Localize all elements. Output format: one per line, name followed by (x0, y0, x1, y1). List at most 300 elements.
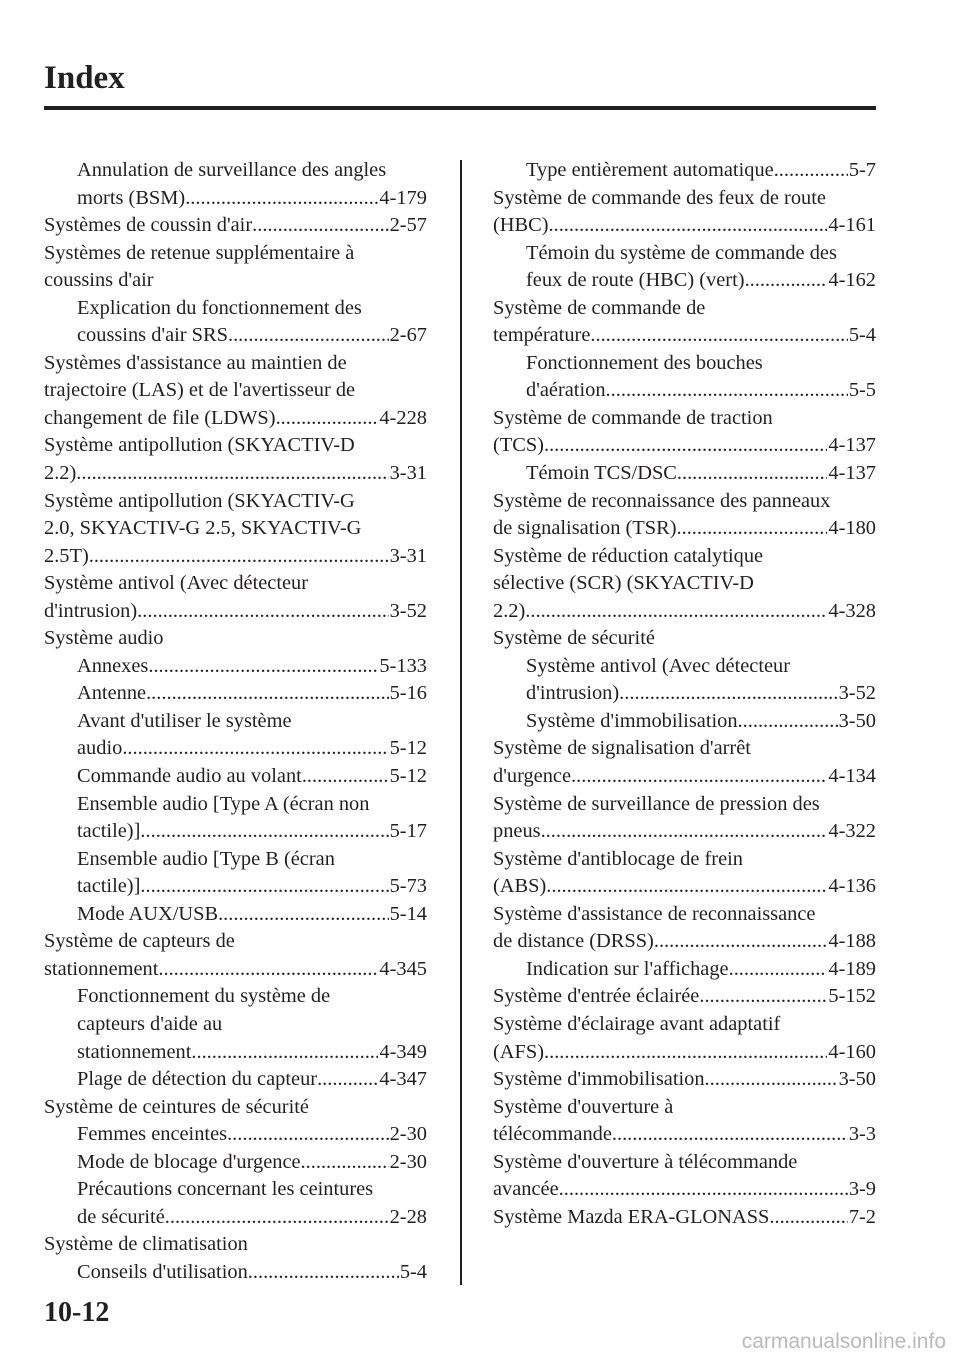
entry-line (526, 680, 876, 708)
entry-text: Système de réduction catalytique (493, 544, 764, 567)
dot-leader (559, 1176, 848, 1204)
entry-line (493, 846, 876, 874)
entry-line (44, 625, 427, 653)
entry-line (493, 1204, 876, 1232)
dot-leader (185, 185, 378, 213)
entry-text: Commande audio au volant (77, 765, 302, 788)
page-number: 10-12 (44, 1297, 110, 1328)
index-entry (493, 791, 876, 846)
entry-text: Système de signalisation d'arrêt (493, 737, 751, 760)
entry-line (44, 377, 427, 405)
entry-text: d'aération (526, 379, 606, 402)
entry-line (493, 212, 876, 240)
entry-text: Système d'immobilisation (493, 1068, 705, 1091)
entry-line (77, 157, 427, 185)
page-reference: 2-28 (389, 1205, 427, 1228)
page-reference: 7-2 (848, 1205, 876, 1228)
entry-text: stationnement (77, 1040, 192, 1063)
entry-text: de sécurité (77, 1205, 165, 1228)
entry-line (77, 735, 427, 763)
page-reference: 3-3 (848, 1123, 876, 1146)
entry-line (493, 735, 876, 763)
entry-text: changement de file (LDWS) (44, 406, 276, 429)
index-entry (493, 543, 876, 626)
entry-text: morts (BSM) (77, 186, 186, 209)
entry-text: Plage de détection du capteur (77, 1068, 318, 1091)
index-subentry (44, 680, 427, 708)
entry-text: Système antipollution (SKYACTIV-G (44, 489, 355, 512)
index-subentry (44, 1149, 427, 1177)
entry-text: 2.0, SKYACTIV-G 2.5, SKYACTIV-G (44, 517, 362, 540)
entry-line (44, 570, 427, 598)
index-subentry (493, 653, 876, 708)
entry-text: Témoin TCS/DSC (526, 462, 677, 485)
page-reference: 5-4 (399, 1260, 427, 1283)
page-reference: 2-57 (389, 214, 427, 237)
entry-text: Système Mazda ERA-GLONASS (493, 1205, 770, 1228)
page-reference: 4-322 (828, 820, 876, 843)
entry-text: Précautions concernant les ceintures (77, 1178, 374, 1201)
entry-text: Ensemble audio [Type A (écran non (77, 792, 370, 815)
entry-line (44, 598, 427, 626)
entry-text: Système d'entrée éclairée (493, 985, 700, 1008)
entry-text: Système antivol (Avec détecteur (44, 572, 309, 595)
entry-text: tactile)] (77, 875, 141, 898)
dot-leader (705, 1066, 838, 1094)
index-entry (493, 625, 876, 653)
dot-leader (525, 598, 827, 626)
dot-leader (317, 1066, 378, 1094)
dot-leader (544, 432, 827, 460)
entry-line (77, 680, 427, 708)
page-reference: 2-67 (389, 324, 427, 347)
index-entry (44, 928, 427, 983)
index-subentry (493, 956, 876, 984)
entry-line (77, 1204, 427, 1232)
entry-text: Conseils d'utilisation (77, 1260, 248, 1283)
index-subentry (493, 157, 876, 185)
entry-line (493, 405, 876, 433)
entry-text: Système antipollution (SKYACTIV-D (44, 434, 355, 457)
page-reference: 5-5 (848, 379, 876, 402)
entry-text: (AFS) (493, 1040, 544, 1063)
page-reference: 3-9 (848, 1178, 876, 1201)
dot-leader (699, 983, 827, 1011)
index-entry (493, 1094, 876, 1149)
entry-text: tactile)] (77, 820, 141, 843)
entry-text: Type entièrement automatique (526, 159, 774, 181)
page-reference: 2-30 (389, 1150, 427, 1173)
page-reference: 5-152 (828, 985, 876, 1008)
page-reference: 3-50 (838, 1068, 876, 1091)
page-reference: 3-52 (389, 599, 427, 622)
index-subentry (44, 1121, 427, 1149)
page-reference: 5-16 (389, 682, 427, 705)
index-entry (493, 1149, 876, 1204)
entry-line (44, 212, 427, 240)
dot-leader (158, 956, 378, 984)
entry-line (526, 956, 876, 984)
dot-leader (541, 818, 828, 846)
index-entry (493, 1011, 876, 1066)
entry-text: 2.2) (44, 462, 77, 485)
entry-text: Système d'immobilisation (526, 709, 738, 732)
entry-line (526, 708, 876, 736)
entry-line (526, 267, 876, 295)
entry-line (44, 928, 427, 956)
page-reference: 4-328 (828, 599, 876, 622)
index-subentry (44, 1176, 427, 1231)
entry-text: Système audio (44, 627, 164, 650)
entry-text: trajectoire (LAS) et de l'avertisseur de (44, 379, 356, 402)
entry-line (493, 1149, 876, 1177)
entry-line (44, 1094, 427, 1122)
dot-leader (774, 157, 848, 185)
dot-leader (146, 680, 389, 708)
entry-line (77, 846, 427, 874)
entry-text: coussins d'air SRS (77, 324, 228, 347)
entry-line (493, 763, 876, 791)
page-reference: 4-137 (828, 434, 876, 457)
page-reference: 5-7 (848, 159, 876, 181)
entry-text: stationnement (44, 957, 159, 980)
dot-leader (137, 598, 388, 626)
entry-line (526, 157, 876, 185)
entry-line (493, 1121, 876, 1149)
entry-line (77, 653, 427, 681)
entry-text: Système d'antiblocage de frein (493, 847, 743, 870)
dot-leader (546, 873, 827, 901)
entry-text: feux de route (HBC) (vert) (526, 269, 745, 292)
entry-text: Système de climatisation (44, 1233, 248, 1256)
entry-text: de distance (DRSS) (493, 930, 654, 953)
entry-line (44, 460, 427, 488)
index-subentry (44, 1066, 427, 1094)
dot-leader (122, 735, 388, 763)
page-reference: 5-4 (848, 324, 876, 347)
index-entry (493, 1204, 876, 1232)
entry-text: audio (77, 737, 123, 760)
index-entry (44, 432, 427, 487)
index-entry (493, 901, 876, 956)
dot-leader (165, 1204, 389, 1232)
page-reference: 5-12 (389, 737, 427, 760)
entry-line (493, 983, 876, 1011)
entry-text: Mode de blocage d'urgence (77, 1150, 301, 1173)
entry-text: capteurs d'aide au (77, 1012, 223, 1035)
entry-line (77, 1039, 427, 1067)
entry-line (493, 295, 876, 323)
page-reference: 3-50 (838, 709, 876, 732)
entry-text: Explication du fonctionnement des (77, 296, 362, 319)
index-subentry (493, 460, 876, 488)
entry-text: (HBC) (493, 214, 549, 237)
entry-line (77, 1176, 427, 1204)
page-reference: 4-162 (828, 269, 876, 292)
entry-text: 2.2) (493, 599, 526, 622)
index-entry (493, 295, 876, 350)
index-entry (44, 488, 427, 571)
entry-line (77, 983, 427, 1011)
index-entry (493, 488, 876, 543)
entry-line (44, 240, 427, 268)
entry-text: Système de commande de traction (493, 406, 773, 429)
index-subentry (44, 708, 427, 763)
entry-line (493, 1011, 876, 1039)
page-reference: 4-161 (828, 214, 876, 237)
page-reference: 2-30 (389, 1123, 427, 1146)
entry-text: coussins d'air (44, 269, 154, 292)
index-subentry (44, 901, 427, 929)
entry-line (493, 543, 876, 571)
index-entry (44, 350, 427, 433)
entry-line (493, 1039, 876, 1067)
entry-line (493, 873, 876, 901)
dot-leader (745, 267, 828, 295)
page-title: Index (44, 60, 125, 96)
entry-text: Annexes (77, 654, 149, 677)
entry-line (77, 322, 427, 350)
entry-text: Système de commande de (493, 296, 706, 319)
entry-text: de signalisation (TSR) (493, 517, 677, 540)
index-subentry (44, 157, 427, 212)
page-reference: 5-12 (389, 765, 427, 788)
index-entry (493, 185, 876, 240)
index-entry (44, 1231, 427, 1259)
dot-leader (76, 460, 388, 488)
dot-leader (590, 322, 847, 350)
entry-text: Ensemble audio [Type B (écran (77, 847, 335, 870)
dot-leader (89, 543, 389, 571)
index-subentry (44, 791, 427, 846)
entry-text: sélective (SCR) (SKYACTIV-D (493, 572, 754, 595)
entry-line (526, 350, 876, 378)
page-reference: 4-189 (828, 957, 876, 980)
dot-leader (612, 1121, 848, 1149)
page-reference: 4-180 (828, 517, 876, 540)
dot-leader (227, 1121, 389, 1149)
page-reference: 4-228 (379, 406, 427, 429)
index-subentry (44, 653, 427, 681)
entry-text: pneus (493, 820, 541, 843)
page-reference: 4-160 (828, 1040, 876, 1063)
page-reference: 4-137 (828, 462, 876, 485)
index-entry (493, 983, 876, 1011)
page-reference: 4-188 (828, 930, 876, 953)
index-entry (44, 240, 427, 295)
entry-line (44, 956, 427, 984)
dot-leader (769, 1204, 847, 1232)
entry-text: Système de reconnaissance des panneaux (493, 489, 831, 512)
page-reference: 3-52 (838, 682, 876, 705)
entry-line (77, 185, 427, 213)
index-entry (493, 405, 876, 460)
dot-leader (606, 377, 848, 405)
page-reference: 4-136 (828, 875, 876, 898)
entry-line (493, 625, 876, 653)
entry-line (77, 818, 427, 846)
entry-line (44, 1231, 427, 1259)
dot-leader (302, 763, 389, 791)
dot-leader (677, 460, 828, 488)
index-subentry (493, 240, 876, 295)
entry-text: (ABS) (493, 875, 547, 898)
entry-text: température (493, 324, 591, 347)
entry-text: Systèmes d'assistance au maintien de (44, 351, 347, 374)
page-reference: 4-347 (379, 1068, 427, 1091)
entry-line (493, 1066, 876, 1094)
entry-text: Système antivol (Avec détecteur (526, 654, 791, 677)
entry-text: d'urgence (493, 765, 572, 788)
entry-text: Avant d'utiliser le système (77, 709, 292, 732)
entry-line (493, 570, 876, 598)
entry-text: Système de ceintures de sécurité (44, 1095, 309, 1118)
entry-line (77, 295, 427, 323)
entry-text: d'intrusion) (44, 599, 138, 622)
index-subentry (44, 983, 427, 1066)
entry-line (493, 1176, 876, 1204)
index-entry (493, 735, 876, 790)
entry-line (526, 460, 876, 488)
entry-text: Annulation de surveillance des angles (77, 159, 387, 181)
entry-line (493, 901, 876, 929)
dot-leader (677, 515, 828, 543)
entry-line (493, 185, 876, 213)
header-rule (44, 106, 876, 110)
dot-leader (571, 763, 827, 791)
page-reference: 5-14 (389, 902, 427, 925)
entry-text: Antenne (77, 682, 147, 705)
entry-text: (TCS) (493, 434, 544, 457)
entry-line (77, 1066, 427, 1094)
page-reference: 4-179 (379, 186, 427, 209)
index-subentry (44, 1259, 427, 1287)
dot-leader (140, 818, 388, 846)
entry-line (44, 488, 427, 516)
index-column-right (493, 157, 876, 1231)
dot-leader (228, 322, 389, 350)
dot-leader (252, 212, 388, 240)
entry-text: Système d'éclairage avant adaptatif (493, 1012, 781, 1035)
entry-text: Mode AUX/USB (77, 902, 219, 925)
entry-line (493, 1094, 876, 1122)
page-reference: 4-345 (379, 957, 427, 980)
entry-text: Systèmes de coussin d'air (44, 214, 253, 237)
dot-leader (738, 708, 838, 736)
entry-line (493, 598, 876, 626)
dot-leader (729, 956, 828, 984)
index-entry (493, 1066, 876, 1094)
entry-text: avancée (493, 1178, 559, 1201)
entry-text: Système de capteurs de (44, 930, 235, 953)
page-reference: 3-31 (389, 544, 427, 567)
entry-text: Fonctionnement des bouches (526, 351, 763, 374)
page-reference: 4-134 (828, 765, 876, 788)
entry-text: Système de commande des feux de route (493, 186, 826, 209)
index-subentry (493, 350, 876, 405)
page-reference: 5-133 (379, 654, 427, 677)
index-subentry (493, 708, 876, 736)
index-column-left (44, 157, 427, 1286)
dot-leader (140, 873, 388, 901)
column-divider (460, 160, 462, 1285)
dot-leader (301, 1149, 389, 1177)
entry-text: télécommande (493, 1123, 612, 1146)
entry-line (493, 322, 876, 350)
index-entry (44, 212, 427, 240)
dot-leader (148, 653, 378, 681)
entry-line (493, 818, 876, 846)
entry-line (44, 350, 427, 378)
entry-text: Indication sur l'affichage (526, 957, 729, 980)
index-entry (493, 846, 876, 901)
entry-line (77, 873, 427, 901)
page-reference: 5-73 (389, 875, 427, 898)
entry-line (77, 763, 427, 791)
entry-line (77, 1259, 427, 1287)
entry-text: Système de sécurité (493, 627, 655, 650)
entry-text: Système d'ouverture à (493, 1095, 674, 1118)
page-reference: 3-31 (389, 462, 427, 485)
entry-line (44, 267, 427, 295)
entry-text: Fonctionnement du système de (77, 985, 331, 1008)
entry-line (44, 515, 427, 543)
dot-leader (191, 1039, 378, 1067)
dot-leader (218, 901, 389, 929)
entry-line (77, 1011, 427, 1039)
entry-text: 2.5T) (44, 544, 89, 567)
index-entry (44, 625, 427, 653)
entry-text: Système de surveillance de pression des (493, 792, 820, 815)
index-entry (44, 1094, 427, 1122)
page-reference: 5-17 (389, 820, 427, 843)
entry-line (77, 901, 427, 929)
entry-line (44, 405, 427, 433)
entry-text: Témoin du système de commande des (526, 241, 837, 264)
page-reference: 4-349 (379, 1040, 427, 1063)
dot-leader (654, 928, 828, 956)
watermark: carmanualsonline.info (741, 1330, 946, 1353)
entry-line (493, 488, 876, 516)
entry-line (526, 653, 876, 681)
entry-line (493, 928, 876, 956)
index-subentry (44, 846, 427, 901)
entry-text: Femmes enceintes (77, 1123, 228, 1146)
entry-line (77, 1121, 427, 1149)
entry-text: d'intrusion) (526, 682, 620, 705)
dot-leader (276, 405, 379, 433)
dot-leader (248, 1259, 399, 1287)
entry-line (44, 543, 427, 571)
index-entry (44, 570, 427, 625)
index-subentry (44, 763, 427, 791)
dot-leader (549, 212, 828, 240)
entry-line (44, 432, 427, 460)
entry-line (77, 791, 427, 819)
entry-line (493, 791, 876, 819)
dot-leader (544, 1039, 827, 1067)
entry-line (77, 1149, 427, 1177)
entry-line (493, 515, 876, 543)
entry-text: Système d'ouverture à télécommande (493, 1150, 798, 1173)
entry-line (526, 240, 876, 268)
index-subentry (44, 295, 427, 350)
dot-leader (619, 680, 837, 708)
entry-text: Système d'assistance de reconnaissance (493, 902, 816, 925)
entry-text: Systèmes de retenue supplémentaire à (44, 241, 355, 264)
entry-line (77, 708, 427, 736)
entry-line (493, 432, 876, 460)
